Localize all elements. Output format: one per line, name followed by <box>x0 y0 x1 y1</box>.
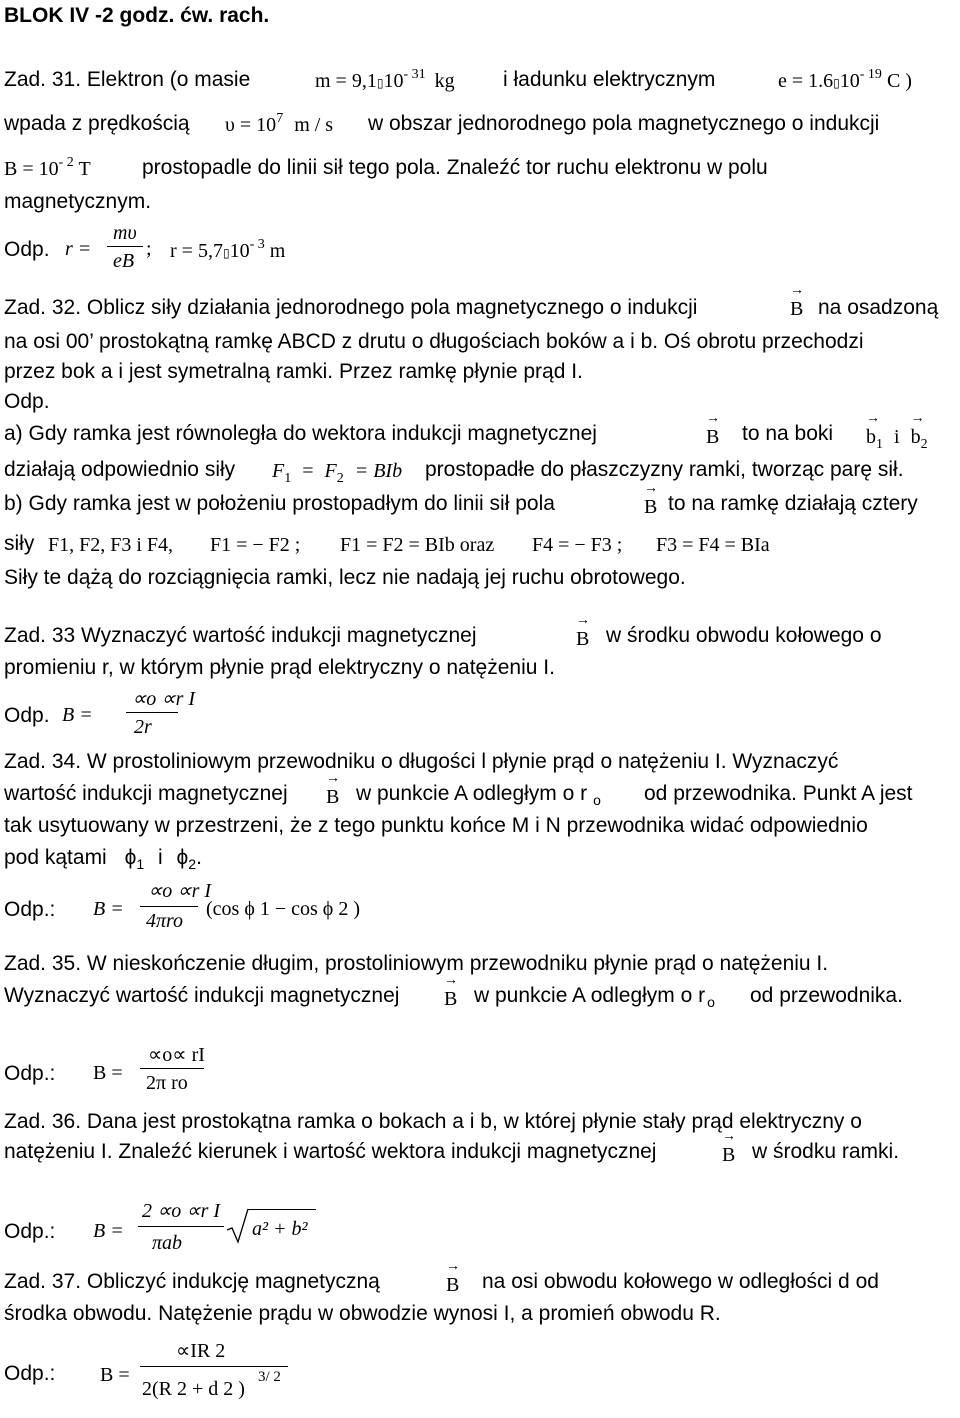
z37-line1: Zad. 37. Obliczyć indukcję magnetyczną <box>4 1270 380 1293</box>
z34-vector <box>326 786 339 808</box>
z36-num: 2 ∝o ∝r I <box>142 1200 221 1222</box>
r-value: r = 5,7 <box>170 240 223 262</box>
mass-unit: kg <box>434 70 455 92</box>
r0-sub: o <box>707 994 715 1010</box>
dot: . <box>196 846 202 869</box>
z31-odp: Odp. <box>4 238 50 261</box>
z34-num: ∝o ∝r I <box>148 880 212 902</box>
z32-a1: a) Gdy ramka jest równoległa do wektora indukcji magnetycznej <box>4 422 597 445</box>
z36-frac-bar <box>138 1226 224 1227</box>
z36-line1: Zad. 36. Dana jest prostokątna ramka o bokach a i b, w której płynie stały prąd elektryczny o <box>4 1110 862 1133</box>
z37-den: 2(R 2 + d 2 ) <box>142 1378 245 1400</box>
z32-line3: przez bok a i jest symetralną ramki. Przez ramkę płynie prąd I. <box>4 360 583 383</box>
z35-frac-bar <box>140 1068 204 1069</box>
z34-frac-bar <box>140 906 198 907</box>
z33-vector <box>576 628 589 650</box>
phi2-sub: 2 <box>188 856 197 872</box>
z33-num: ∝o ∝r I <box>132 688 196 710</box>
z31-r-lhs: r = <box>65 238 92 260</box>
z34-line4-text: pod kątami <box>4 846 107 869</box>
z35-vector <box>444 988 457 1010</box>
z33-line2: promieniu r, w którym płynie prąd elektryczny o natężeniu I. <box>4 656 555 679</box>
z31-r-value: $r = 5,7▯10^{- 3}$ m <box>170 237 286 262</box>
z31-line4: magnetycznym. <box>4 190 152 213</box>
z32-forces-rel4: F3 = F4 = BIa <box>656 534 770 556</box>
z31-charge-text: i ładunku elektrycznym <box>503 68 716 91</box>
z35-den: 2π ro <box>146 1072 188 1094</box>
z32-a2: działają odpowiednio siły <box>4 458 236 481</box>
z31-line2: wpada z prędkością <box>4 112 190 135</box>
b-vector: → B <box>576 628 589 650</box>
z34-odp: Odp.: <box>4 898 56 921</box>
b-eq: B = 10 <box>4 158 59 180</box>
z32-forces-prefix: siły <box>4 532 35 555</box>
z33-lhs: B = <box>62 704 93 726</box>
z31-num: mυ <box>113 222 137 244</box>
b-vector: → B <box>446 1274 459 1296</box>
z32-b-line: b) Gdy ramka jest w położeniu prostopadłym do linii sił pola <box>4 492 555 515</box>
z32-b-lineb: to na ramkę działają cztery <box>668 492 918 515</box>
z32-a2b: prostopadłe do płaszczyzny ramki, tworząc parę sił. <box>425 458 904 481</box>
v-eq: υ = 10 <box>225 114 277 136</box>
z36-vector <box>722 1144 735 1166</box>
z36-root: a² + b² <box>252 1218 308 1240</box>
z32-forces-rel2: F1 = F2 = BIb oraz <box>340 534 495 556</box>
z35-lhs: B = <box>93 1062 123 1084</box>
z31-frac-bar <box>107 246 143 247</box>
z36-line2b: w środku ramki. <box>752 1140 900 1163</box>
phi1: ϕ <box>124 846 137 869</box>
b2-sub: 2 <box>920 437 928 452</box>
z33-den: 2r <box>134 716 152 738</box>
r0-sub: o <box>593 792 601 808</box>
z34-line2: wartość indukcji magnetycznej <box>4 782 288 805</box>
z34-line4 <box>4 846 202 871</box>
z34-line1: Zad. 34. W prostoliniowym przewodniku o długości l płynie prąd o natężeniu I. Wyznaczyć <box>4 750 839 773</box>
z32-last: Siły te dążą do rozciągnięcia ramki, lecz nie nadają jej ruchu obrotowego. <box>4 566 686 589</box>
z31-charge: $e = 1.6▯10^{- 19}$ C ) <box>778 67 912 92</box>
z35-line2: Wyznaczyć wartość indukcji magnetycznej <box>4 984 400 1007</box>
phi1-sub: 1 <box>136 856 145 872</box>
eq-bib: = BIb <box>354 460 403 482</box>
sqrt-sign-icon <box>226 1208 250 1244</box>
f2: F <box>324 460 337 482</box>
z36-lhs: B = <box>93 1220 124 1242</box>
charge-exp: - 19 <box>859 67 882 82</box>
z33-line1b: w środku obwodu kołowego o <box>606 624 882 647</box>
z32-b-vector2 <box>644 496 657 518</box>
z37-vector <box>446 1274 459 1296</box>
z34-den: 4πro <box>146 910 184 932</box>
b-vector: → B <box>326 786 339 808</box>
r-ten: 10 <box>229 240 250 262</box>
z31-line3: prostopadle do linii sił tego pola. Znaleźć tor ruchu elektronu w polu <box>142 156 768 179</box>
z36-odp: Odp.: <box>4 1220 56 1243</box>
b-vector: → B <box>444 988 457 1010</box>
z32-forces-rel3: F4 = − F3 ; <box>532 534 623 556</box>
mass-ten: 10 <box>383 70 404 92</box>
z32-line1b: na osadzoną <box>818 296 939 319</box>
r-exp: - 3 <box>249 237 265 252</box>
b-exp: - 2 <box>58 155 74 170</box>
z36-den: πab <box>152 1232 183 1254</box>
z31-semicolon: ; <box>146 238 152 260</box>
mass-exp: - 31 <box>403 67 426 82</box>
r-unit: m <box>269 240 286 262</box>
charge-unit: C ) <box>886 70 912 92</box>
z34-line2b-text: w punkcie A odległym o r <box>356 782 588 805</box>
z35-num: ∝o∝ rI <box>148 1044 205 1066</box>
z37-num: ∝IR 2 <box>176 1340 226 1362</box>
z33-odp: Odp. <box>4 704 50 727</box>
z32-forces-rel1: F1 = − F2 ; <box>210 534 301 556</box>
b-vector: → B <box>722 1144 735 1166</box>
b-unit: T <box>78 158 91 180</box>
z34-line2c: od przewodnika. Punkt A jest <box>644 782 913 805</box>
z36-root-bar <box>248 1209 316 1210</box>
z32-a1b: to na boki <box>742 422 834 445</box>
eq: = <box>302 460 314 482</box>
f1-sub: 1 <box>284 471 292 486</box>
z35-line2c: od przewodnika. <box>750 984 903 1007</box>
z34-line2b <box>356 782 601 807</box>
z37-den-exp: 3/ 2 <box>258 1369 281 1385</box>
and-word: i <box>894 426 900 448</box>
z35-line2b-text: w punkcie A odległym o r <box>474 984 706 1007</box>
mass-lhs: m = 9,1 <box>315 70 377 92</box>
z31-velocity <box>225 111 334 139</box>
f1: F <box>272 460 285 482</box>
z33-frac-bar <box>126 712 178 713</box>
v-unit: m / s <box>294 114 334 136</box>
b-vector: → B <box>790 298 803 320</box>
z31-line2b: w obszar jednorodnego pola magnetycznego o indukcji <box>368 112 880 135</box>
phi2: ϕ <box>176 846 189 869</box>
z32-odp: Odp. <box>4 390 50 413</box>
z34-paren: (cos ϕ 1 − cos ϕ 2 ) <box>206 898 360 920</box>
z32-line1: Zad. 32. Oblicz siły działania jednorodnego pola magnetycznego o indukcji <box>4 296 698 319</box>
z35-line1: Zad. 35. W nieskończenie długim, prostoliniowym przewodniku płynie prąd o natężeniu I. <box>4 952 829 975</box>
b-vector: → B <box>644 496 657 518</box>
z32-line2: na osi 00’ prostokątną ramkę ABCD z drutu o długościach boków a i b. Oś obrotu przechodzi <box>4 330 864 353</box>
z32-a2-forces <box>272 460 402 485</box>
z34-lhs: B = <box>93 898 124 920</box>
z31-den: eB <box>113 250 135 272</box>
b2-vector: → b <box>911 426 921 448</box>
z32-sides <box>866 426 928 451</box>
z32-a1-vector <box>706 426 719 448</box>
z36-line2: natężeniu I. Znaleźć kierunek i wartość wektora indukcji magnetycznej <box>4 1140 657 1163</box>
z35-odp: Odp.: <box>4 1062 56 1085</box>
z37-odp: Odp.: <box>4 1362 56 1385</box>
z31-line1 <box>4 68 250 92</box>
charge-ten: 10 <box>839 70 860 92</box>
b1-vector: → b <box>866 426 876 448</box>
b-vector: → B <box>706 426 719 448</box>
z32-b-vector <box>790 298 803 320</box>
z34-line3: tak usytuowany w przestrzeni, że z tego punktu końce M i N przewodnika widać odpowiednio <box>4 814 868 837</box>
z37-line2: środka obwodu. Natężenie prądu w obwodzie wynosi I, a promień obwodu R. <box>4 1302 721 1325</box>
z33-line1: Zad. 33 Wyznaczyć wartość indukcji magnetycznej <box>4 624 477 647</box>
z37-line1b: na osi obwodu kołowego w odległości d od <box>482 1270 879 1293</box>
page-title: BLOK IV -2 godz. ćw. rach. <box>4 4 270 27</box>
z31-mass: $m = 9,1▯10^{- 31}$ kg <box>315 67 455 92</box>
v-exp: 7 <box>276 111 284 126</box>
z32-forces-list: F1, F2, F3 i F4, <box>48 534 174 556</box>
and-word: i <box>157 846 163 869</box>
z31-induction <box>4 155 91 183</box>
charge-lhs: e = 1.6 <box>778 70 834 92</box>
z37-lhs: B = <box>100 1364 130 1386</box>
z31-text: Zad. 31. Elektron (o masie <box>4 68 251 91</box>
z35-line2b <box>474 984 715 1009</box>
b1-sub: 1 <box>876 437 883 452</box>
f2-sub: 2 <box>336 471 344 486</box>
